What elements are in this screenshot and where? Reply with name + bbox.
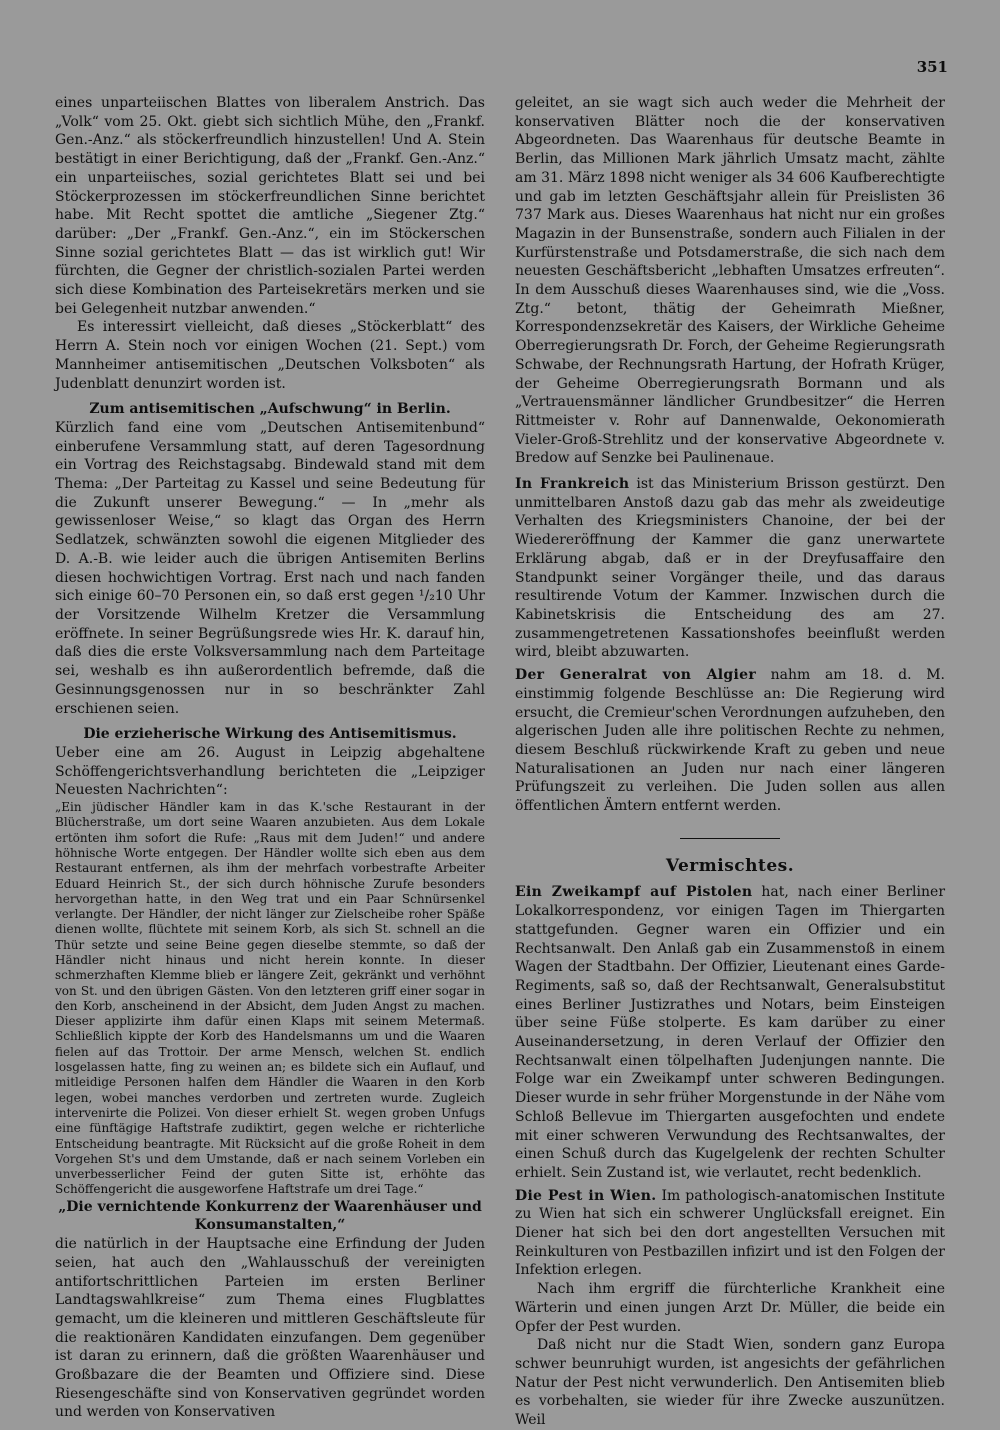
paragraph-with-heading xyxy=(515,883,945,1182)
paragraph-with-heading xyxy=(515,475,945,662)
inline-heading: Ein Zweikampf auf Pistolen xyxy=(515,884,753,901)
inline-heading: Der Generalrat von Algier xyxy=(515,667,756,684)
paragraph: geleitet, an sie wagt sich auch weder die Mehrheit der konservativen Blätter noch die der konservativen Abgeordneten. Das Waarenhaus für deutsche Beamte in Berlin, das Millionen Mark jährlich Umsatz macht, zählte am 31. März 1898 nicht weniger als 34 606 Kaufberechtigte und gab im letzten Geschäftsjahr allein für Preislisten 36 737 Mark aus. Dieses Waarenhaus hat nicht nur ein großes Magazin in der Bunsenstraße, sondern auch Filialen in der Kurfürstenstraße und Potsdamerstraße, die sich nach dem neuesten Geschäftsbericht „lebhaften Umsatzes erfreuten“. In dem Ausschuß dieses Waarenhauses sind, wie die „Voss. Ztg.“ betont, thätig der Geheimrath Mießner, Korrespondenzsekretär des Kaisers, der Wirkliche Geheime Oberregierungsrath Dr. Forch, der Geheime Regierungsrath Schwabe, der Rechnungsrath Hartung, der Hofrath Krüger, der Geheime Oberregierungsrath Bormann und als „Vertrauensmänner ländlicher Grundbesitzer“ die Herren Rittmeister v. Rohr auf Dannenwalde, Oekonomierath Vieler-Groß-Strehlitz und der konservative Abgeordnete v. Bredow auf Senzke bei Paulinenaue. xyxy=(515,95,945,467)
paragraph: Daß nicht nur die Stadt Wien, sondern ganz Europa schwer beunruhigt wurden, ist angesichts der gefährlichen Natur der Pest nicht verwunderlich. Den Antisemiten blieb es vorbehalten, sie wieder für ihre Zwecke auszunützen. Weil xyxy=(515,1337,945,1429)
paragraph-with-heading xyxy=(515,1187,945,1281)
paragraph: Kürzlich fand eine vom „Deutschen Antisemitenbund“ einberufene Versammlung statt, auf deren Tagesordnung ein Vortrag des Reichstagsabg. Bindewald stand mit dem Thema: „Der Parteitag zu Kassel und seine Bedeutung für die Zukunft unserer Bewegung.“ — In „mehr als gewissenloser Weise,“ so klagt das Organ des Herrn Sedlatzek, schwänzten sowohl die eigenen Mitglieder des D. A.-B. wie leider auch die übrigen Antisemiten Berlins diesen hochwichtigen Vortrag. Erst nach und nach fanden sich einige 60–70 Personen ein, so daß erst gegen ¹/₂10 Uhr der Vorsitzende Wilhelm Kretzer die Versammlung eröffnete. In seiner Begrüßungsrede wies Hr. K. darauf hin, daß dies die erste Volksversammlung nach dem Parteitage sei, weshalb es ihn außerordentlich befremde, daß die Gesinnungsgenossen nur in so beschränkter Zahl erschienen seien. xyxy=(55,419,485,717)
article-heading: „Die vernichtende Konkurrenz der Waarenhäuser und Konsumanstalten,“ xyxy=(58,1198,482,1234)
paragraph-text: Im pathologisch-anatomischen Institute zu Wien hat sich ein schwerer Unglücksfall ereignet. Ein Diener hat sich bei den dort angestellten Versuchen mit Reinkulturen von Pestbazillen infizirt und ist den Folgen der Infektion erlegen. xyxy=(515,1187,946,1279)
article-heading: Zum antisemitischen „Aufschwung“ in Berlin. xyxy=(89,401,451,418)
paragraph: Nach ihm ergriff die fürchterliche Krankheit eine Wärterin und einen jungen Arzt Dr. Müller, die beide ein Opfer der Pest wurden. xyxy=(515,1281,945,1335)
paragraph: Ueber eine am 26. August in Leipzig abgehaltene Schöffengerichtsverhandlung berichteten die „Leipziger Neuesten Nachrichten“: xyxy=(55,744,485,799)
inline-heading: In Frankreich xyxy=(515,476,630,493)
block-quote: „Ein jüdischer Händler kam in das K.'sche Restaurant in der Blücherstraße, um dort seine Waaren anzubieten. Aus dem Lokale ertönten ihm sofort die Rufe: „Raus mit dem Juden!“ und andere höhnische Worte entgegen. Der Händler wollte sich eben aus dem Restaurant entfernen, als ihm der mehrfach vorbestrafte Arbeiter Eduard Heinrich St., der sich durch höhnische Zurufe besonders hervorgethan hatte, in den Weg trat und ein Paar Schnürsenkel verlangte. Der Händler, der nicht länger zur Zielscheibe roher Späße dienen wollte, flüchtete mit seinem Korb, als sich St. schnell an die Thür setzte und seine Beine gegen dieselbe stemmte, so daß der Händler nicht hinaus und nicht herein konnte. In dieser schmerzhaften Klemme blieb er längere Zeit, gekränkt und verhöhnt von St. und den übrigen Gästen. Von den letzteren griff einer sogar in den Korb, anscheinend in der Absicht, dem Juden Angst zu machen. Dieser applizirte ihm dafür einen Klaps mit seinem Metermaß. Schließlich kippte der Korb des Handelsmanns um und die Waaren fielen auf das Trottoir. Der arme Mensch, welchen St. endlich losgelassen hatte, fing zu weinen an; es bildete sich ein Auflauf, und mitleidige Personen halfen dem Händler die Waaren in den Korb legen, wobei manches verdorben und zertreten wurde. Zugleich intervenirte die Polizei. Von dieser erhielt St. wegen groben Unfugs eine fünftägige Haftstrafe zudiktirt, gegen welche er richterliche Entscheidung beantragte. Mit Rücksicht auf die große Roheit in dem Vorgehen St's und dem Umstande, daß er nach seinem Vorleben ein unverbesserlicher Feind der guten Sitte ist, erhöhte das Schöffengericht die ausgeworfene Haftstrafe um drei Tage.“ xyxy=(55,800,485,1197)
left-column xyxy=(55,94,485,1422)
paragraph-with-heading xyxy=(515,666,945,816)
paragraph: Es interessirt vielleicht, daß dieses „Stöckerblatt“ des Herrn A. Stein noch vor einigen Wochen (21. Sept.) vom Mannheimer antisemitischen „Deutschen Volksboten“ als Judenblatt denunzirt worden ist. xyxy=(55,319,485,392)
paragraph-text: hat, nach einer Berliner Lokalkorrespondenz, vor einigen Tagen im Thiergarten stattgefunden. Gegner waren ein Offizier und ein Rechtsanwalt. Den Anlaß gab ein Zusammenstoß in einem Wagen der Stadtbahn. Der Offizier, Lieutenant eines Garde-Regiments, saß so, daß der Rechtsanwalt, Generalsubstitut eines Berliner Justizrathes und Notars, beim Einsteigen über seine Füße stolperte. Es kam darüber zu einer Auseinandersetzung, in deren Verlauf der Offizier den Rechtsanwalt einen tölpelhaften Judenjungen nannte. Die Folge war ein Zweikampf unter schweren Bedingungen. Dieser wurde in sehr früher Morgenstunde in der Nähe vom Schloß Bellevue im Thiergarten ausgefochten und endete mit einer schweren Verwundung des Rechtsanwaltes, der einen Schuß durch das Kugelgelenk der rechten Schulter erhielt. Sein Zustand ist, wie verlautet, recht bedenklich. xyxy=(515,884,946,1181)
inline-heading: Die Pest in Wien. xyxy=(515,1187,657,1204)
right-column xyxy=(515,94,945,1430)
article-heading: Die erzieherische Wirkung des Antisemitismus. xyxy=(83,726,457,743)
section-divider xyxy=(680,838,780,839)
paragraph-text: ist das Ministerium Brisson gestürzt. Den unmittelbaren Anstoß dazu gab das mehr als zweideutige Verhalten des Kriegsministers Chanoine, der bei der Wiedereröffnung der Kammer die ganz unerwartete Erklärung abgab, daß er in der Dreyfusaffaire den Standpunkt seiner Vorgänger theile, und das daraus resultirende Votum der Kammer. Inzwischen durch die Kabinetskrisis die Entscheidung des am 27. zusammengetretenen Kassationshofes beeinflußt werden wird, bleibt abzuwarten. xyxy=(515,476,946,661)
paragraph-text: nahm am 18. d. M. einstimmig folgende Beschlüsse an: Die Regierung wird ersucht, die Cremieur'schen Verordnungen aufzuheben, den algerischen Juden alle ihre politischen Rechte zu nehmen, diesem Beschluß rückwirkende Kraft zu geben und neue Naturalisationen an Juden nur nach einer längeren Prüfungszeit zu verleihen. Die Juden sollen aus allen öffentlichen Ämtern entfernt werden. xyxy=(515,667,945,815)
section-title: Vermischtes. xyxy=(665,855,795,876)
page-number: 351 xyxy=(916,58,948,76)
paragraph: die natürlich in der Hauptsache eine Erfindung der Juden seien, hat auch den „Wahlausschuß der vereinigten antifortschrittlichen Parteien im ersten Berliner Landtagswahlkreise“ zum Thema eines Flugblattes gemacht, um die kleineren und mittleren Geschäftsleute für die reaktionären Kandidaten einzufangen. Dem gegenüber ist daran zu erinnern, daß die größten Waarenhäuser und Großbazare die der Beamten und Offiziere sind. Diese Riesengeschäfte sind von Konservativen gegründet worden und werden von Konservativen xyxy=(55,1236,485,1421)
paragraph: eines unparteiischen Blattes von liberalem Anstrich. Das „Volk“ vom 25. Okt. giebt sich sichtlich Mühe, den „Frankf. Gen.-Anz.“ als stöckerfreundlich hinzustellen! Und A. Stein bestätigt in einer Berichtigung, daß der „Frankf. Gen.-Anz.“ ein unparteiisches, sozial gerichtetes Blatt sei und bei Stöckerprozessen im stöckerfreundlichen Sinne berichtet habe. Mit Recht spottet die amtliche „Siegener Ztg.“ darüber: „Der „Frankf. Gen.-Anz.“, ein im Stöckerschen Sinne sozial gerichtetes Blatt — das ist wirklich gut! Wir fürchten, die Gegner der christlich-sozialen Partei werden sich diese Kombination des Parteisekretärs merken und sie bei Gelegenheit nutzbar anwenden.“ xyxy=(55,95,485,317)
